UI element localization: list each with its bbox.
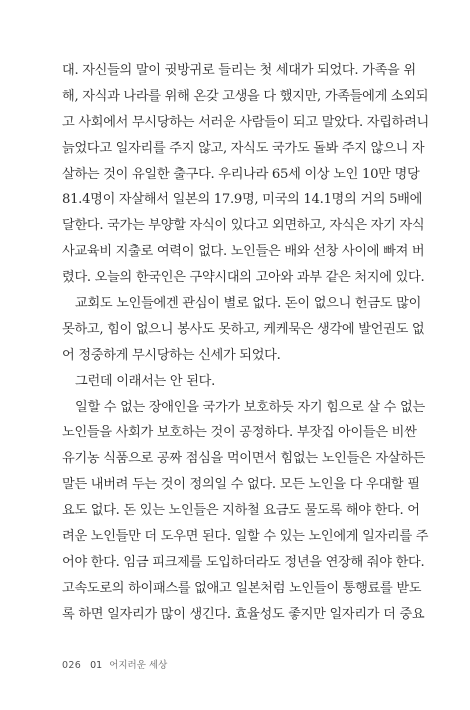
chapter-number: 01 <box>90 660 103 671</box>
paragraph <box>62 395 429 628</box>
text-line: 일할 수 없는 장애인을 국가가 보호하듯 자기 힘으로 살 수 없는 <box>75 399 425 415</box>
text-line: 려운 노인들만 더 도우면 된다. 일할 수 있는 노인에게 일자리를 주 <box>62 529 429 545</box>
text-line: 살하는 것이 유일한 출구다. 우리나라 65세 이상 노인 10만 명당 <box>62 166 420 182</box>
page-footer <box>62 657 167 671</box>
text-line: 유기농 식품으로 공짜 점심을 먹이면서 힘없는 노인들은 자살하든 <box>62 451 426 467</box>
text-line: 고속도로의 하이패스를 없애고 일본처럼 노인들이 통행료를 받도 <box>62 580 422 596</box>
paragraph <box>62 58 429 291</box>
text-line: 고 사회에서 무시당하는 서러운 사람들이 되고 말았다. 자립하려니 <box>62 114 429 130</box>
text-line: 노인들을 사회가 보호하는 것이 공정하다. 부잣집 아이들은 비싼 <box>62 425 417 441</box>
page-number: 026 <box>62 660 82 671</box>
text-line: 늙었다고 일자리를 주지 않고, 자식도 국가도 돌봐 주지 않으니 자 <box>62 140 425 156</box>
text-line: 대. 자신들의 말이 귓방귀로 들리는 첫 세대가 되었다. 가족을 위 <box>62 63 416 78</box>
text-line: 어 정중하게 무시당하는 신세가 되었다. <box>62 347 281 363</box>
text-line: 렸다. 오늘의 한국인은 구약시대의 고아와 과부 같은 처지에 있다. <box>62 270 425 286</box>
text-line: 달한다. 국가는 부양할 자식이 있다고 외면하고, 자식은 자기 자식 <box>62 218 425 234</box>
chapter-title: 어지러운 세상 <box>109 660 168 671</box>
paragraph <box>62 291 425 369</box>
text-line: 사교육비 지출로 여력이 없다. 노인들은 배와 선창 사이에 빠져 버 <box>62 244 425 260</box>
text-line: 말든 내버려 두는 것이 정의일 수 없다. 모든 노인을 다 우대할 필 <box>62 477 420 493</box>
text-line: 못하고, 힘이 없으니 봉사도 못하고, 케케묵은 생각에 발언권도 없 <box>62 321 425 337</box>
paragraph <box>62 369 402 395</box>
text-line: 그런데 이래서는 안 된다. <box>75 373 215 389</box>
text-line: 록 하면 일자리가 많이 생긴다. 효율성도 좋지만 일자리가 더 중요 <box>62 606 425 622</box>
text-line: 요도 없다. 돈 있는 노인들은 지하철 요금도 물도록 해야 한다. 어 <box>62 503 420 519</box>
text-line: 어야 한다. 임금 피크제를 도입하더라도 정년을 연장해 줘야 한다. <box>62 554 425 570</box>
text-line: 해, 자식과 나라를 위해 온갖 고생을 다 했지만, 가족들에게 소외되 <box>62 88 429 104</box>
text-line: 81.4명이 자살해서 일본의 17.9명, 미국의 14.1명의 거의 5배에 <box>62 192 423 208</box>
body-text <box>62 58 429 628</box>
text-line: 교회도 노인들에겐 관심이 별로 없다. 돈이 없으니 헌금도 많이 <box>75 296 422 312</box>
